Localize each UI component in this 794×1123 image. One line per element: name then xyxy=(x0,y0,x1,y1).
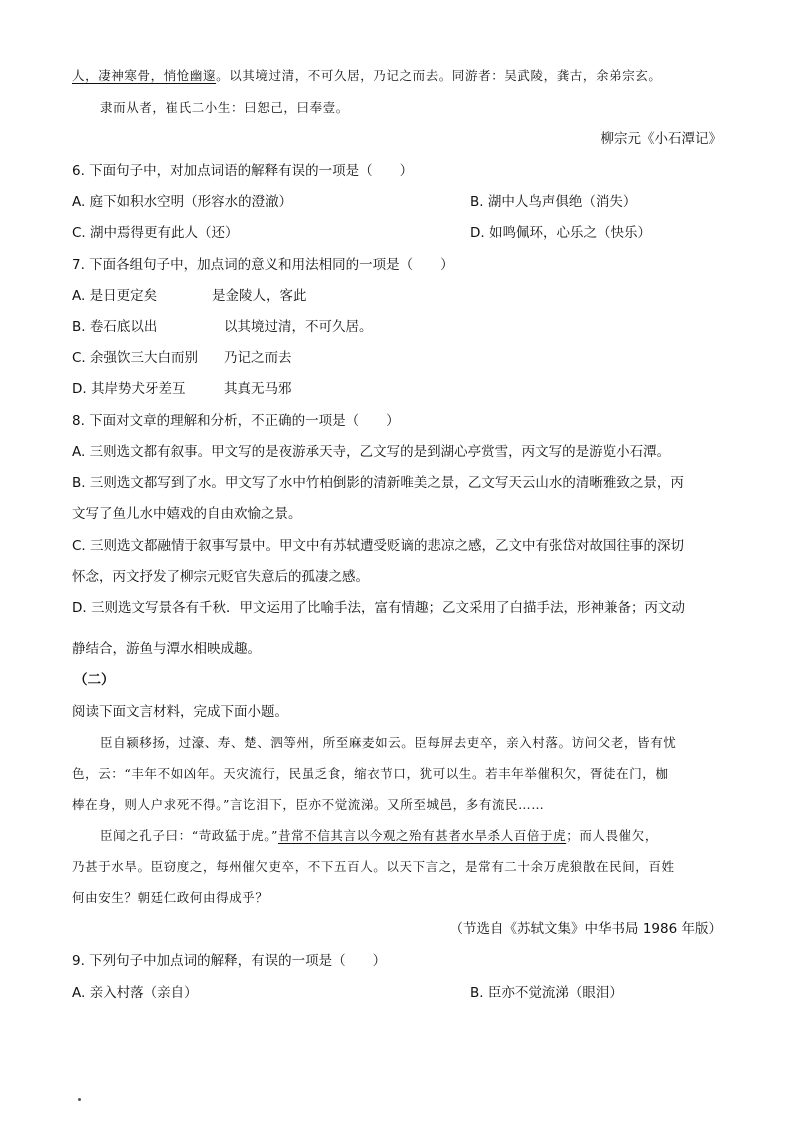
q8-stem: 8. 下面对文章的理解和分析，不正确的一项是（ ） xyxy=(72,413,400,429)
q9-option-a: A. 亲入村落（亲自） xyxy=(72,985,198,1001)
section-instruction: 阅读下面文言材料，完成下面小题。 xyxy=(72,704,288,720)
q6-options-row-2 xyxy=(72,223,651,243)
q6-options-row-1 xyxy=(72,192,637,212)
q6-option-c: C. 湖中焉得更有此人（还） xyxy=(72,225,239,241)
classical-text-p2-line-1: 臣闻之孔子曰：“苛政猛于虎。”昔常不信其言以今观之殆有甚者水旱杀人百倍于虎；而人畏催欠， xyxy=(100,828,658,843)
underlined-sentence: 昔常不信其言以今观之殆有甚者水旱杀人百倍于虎 xyxy=(278,828,567,843)
underlined-phrase: 人，凄神寒骨，悄怆幽邃 xyxy=(72,68,217,83)
q6-option-b: B. 湖中人鸟声俱绝（消失） xyxy=(470,194,637,210)
q7-option-d: D. 其岸势犬牙差互 其真无马邪 xyxy=(72,381,292,397)
classical-text-p2-line-2: 乃甚于水旱。臣窃度之，每州催欠吏卒，不下五百人。以天下言之，是常有二十余万虎狼散在民间，百姓 xyxy=(72,859,675,874)
q7-option-a: A. 是日更定矣 是金陵人，客此 xyxy=(72,288,307,304)
passage-line-2: 隶而从者，崔氏二小生：曰恕己，曰奉壹。 xyxy=(100,100,349,115)
q7-option-b: B. 卷石底以出 以其境过清，不可久居。 xyxy=(72,319,373,335)
q8-option-d-line-1: D. 三则选文写景各有千秋．甲文运用了比喻手法，富有情趣；乙文采用了白描手法，形神兼备；丙文动 xyxy=(72,600,685,616)
page-mark xyxy=(78,1098,81,1101)
q8-option-d-line-2: 静结合，游鱼与潭水相映成趣。 xyxy=(72,641,261,657)
q6-stem: 6. 下面句子中，对加点词语的解释有误的一项是（ ） xyxy=(72,163,414,179)
classical-text-source: （节选自《苏轼文集》中华书局 1986 年版） xyxy=(449,921,722,937)
q8-option-b-line-1: B. 三则选文都写到了水。甲文写了水中竹柏倒影的清新唯美之景，乙文写天云山水的清晰雅致之景，丙 xyxy=(72,475,684,491)
classical-text-p1-line-3: 棒在身，则人户求死不得。”言讫泪下，臣亦不觉流涕。又所至城邑，多有流民…… xyxy=(72,797,545,812)
q9-option-b: B. 臣亦不觉流涕（眼泪） xyxy=(470,985,623,1001)
classical-text-p1-line-2: 色，云：“丰年不如凶年。天灾流行，民虽乏食，缩衣节口，犹可以生。若丰年举催积欠，胥徒在门，枷 xyxy=(72,766,669,781)
q9-stem: 9. 下列句子中加点词的解释，有误的一项是（ ） xyxy=(72,953,387,969)
passage-line-1: 人，凄神寒骨，悄怆幽邃。以其境过清，不可久居，乃记之而去。同游者：吴武陵，龚古，余弟宗玄。 xyxy=(72,68,662,83)
q7-stem: 7. 下面各组句子中，加点词的意义和用法相同的一项是（ ） xyxy=(72,257,454,273)
section-heading: （二） xyxy=(74,672,115,688)
q9-options-row-1 xyxy=(72,983,623,1003)
q7-option-c: C. 余强饮三大白而别 乃记之而去 xyxy=(72,350,292,366)
q6-option-a: A. 庭下如积水空明（形容水的澄澈） xyxy=(72,194,293,210)
q8-option-a: A. 三则选文都有叙事。甲文写的是夜游承天寺，乙文写的是到湖心亭赏雪，丙文写的是游览小石潭。 xyxy=(72,444,671,460)
q6-option-d: D. 如鸣佩环，心乐之（快乐） xyxy=(470,225,651,241)
q8-option-c-line-2: 怀念，丙文抒发了柳宗元贬官失意后的孤凄之感。 xyxy=(72,569,369,585)
q8-option-c-line-1: C. 三则选文都融情于叙事写景中。甲文中有苏轼遭受贬谪的悲凉之感，乙文中有张岱对故国往事的深切 xyxy=(72,538,685,554)
passage-source: 柳宗元《小石潭记》 xyxy=(600,131,722,147)
q8-option-b-line-2: 文写了鱼儿水中嬉戏的自由欢愉之景。 xyxy=(72,506,302,522)
classical-text-p2-line-3: 何由安生？朝廷仁政何由得成乎？ xyxy=(72,890,269,905)
classical-text-p1-line-1: 臣自颍移扬，过濠、寿、楚、泗等州，所至麻麦如云。臣每屏去吏卒，亲入村落。访问父老，皆有忧 xyxy=(100,735,677,750)
